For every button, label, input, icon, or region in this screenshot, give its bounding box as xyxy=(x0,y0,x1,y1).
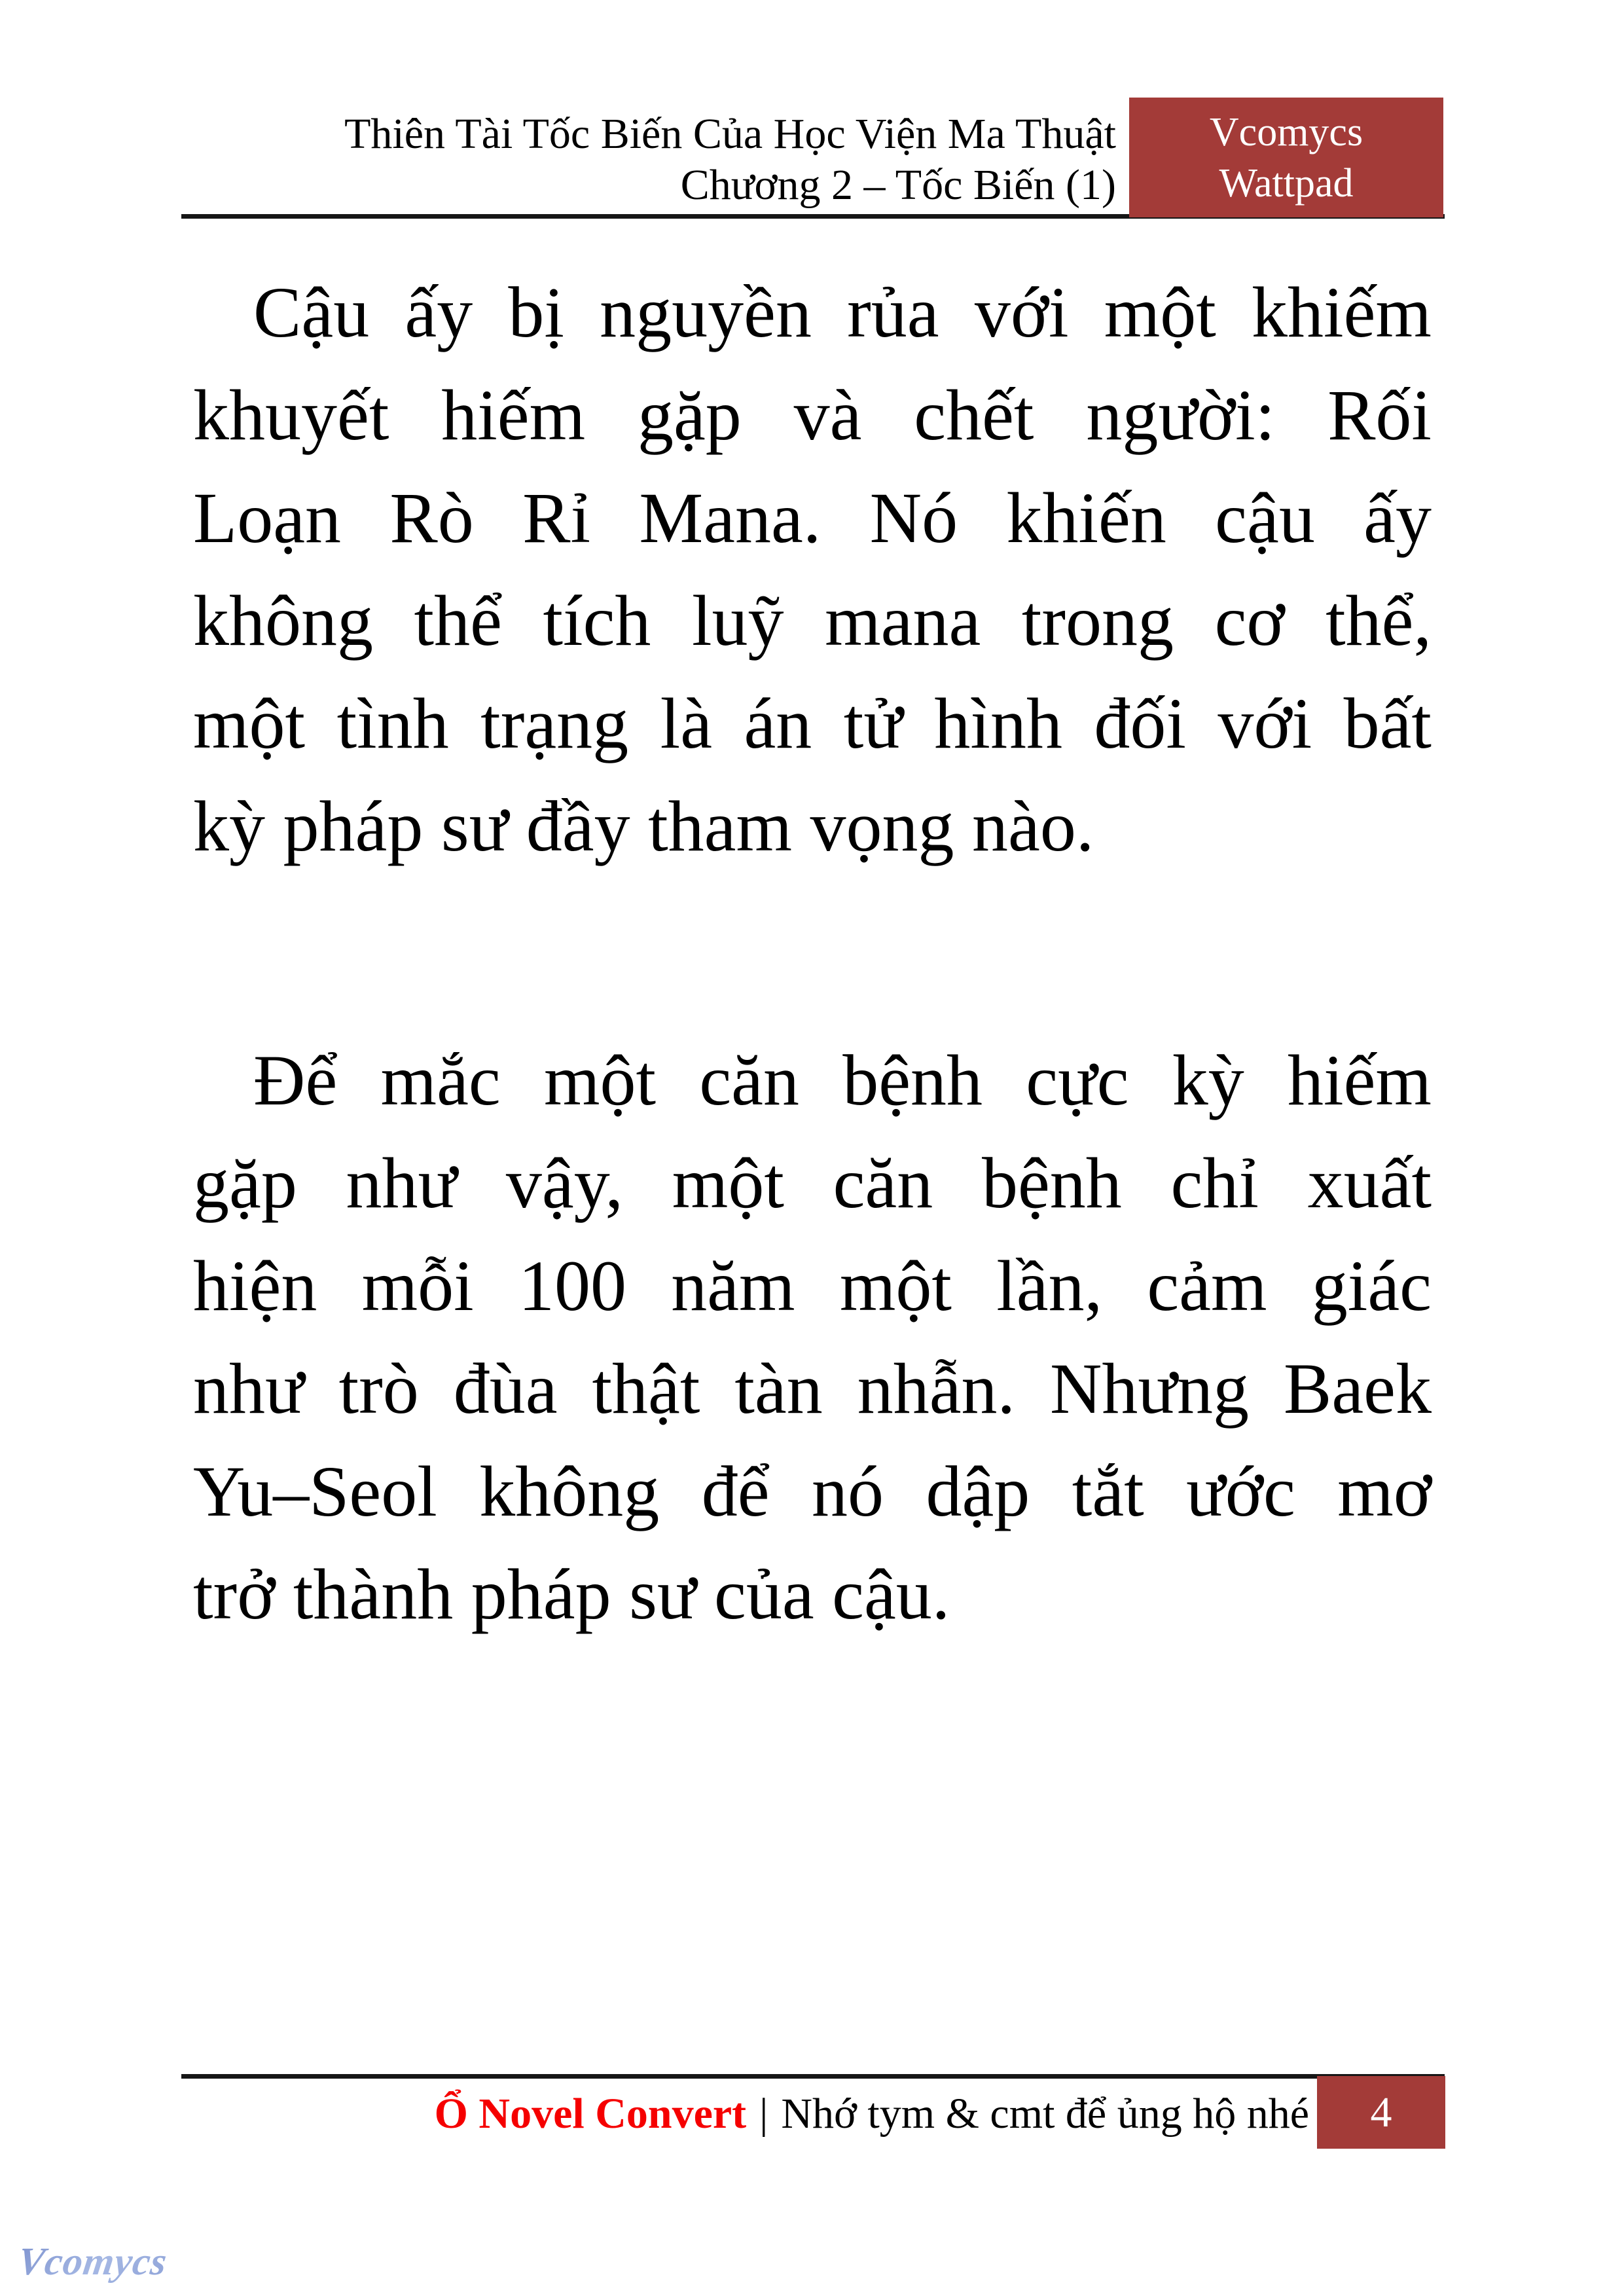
footer-note: Nhớ tym & cmt để ủng hộ nhé xyxy=(781,2090,1309,2138)
header-title-line2: Chương 2 – Tốc Biến (1) xyxy=(680,161,1116,209)
header-title-line1: Thiên Tài Tốc Biến Của Học Viện Ma Thuật xyxy=(344,110,1116,158)
footer-brand: Ổ Novel Convert xyxy=(434,2090,747,2138)
body-line: không thể tích luỹ mana trong cơ thể, xyxy=(193,581,1432,661)
footer-text xyxy=(435,2086,1309,2142)
footer-separator: | xyxy=(759,2090,768,2138)
vcomycs-watermark-logo: Vcomycs xyxy=(15,2240,170,2283)
header-title xyxy=(344,109,1116,211)
body-line: hiện mỗi 100 năm một lần, cảm giác xyxy=(193,1246,1432,1326)
page-number: 4 xyxy=(1370,2088,1392,2136)
header-badge-line2: Wattpad xyxy=(1219,160,1354,206)
body-line: trở thành pháp sư của cậu. xyxy=(193,1554,950,1634)
body-line: Cậu ấy bị nguyền rủa với một khiếm xyxy=(253,272,1432,352)
body-line: như trò đùa thật tàn nhẫn. Nhưng Baek xyxy=(193,1349,1432,1429)
body-line: một tình trạng là án tử hình đối với bất xyxy=(193,683,1432,763)
body-line: kỳ pháp sư đầy tham vọng nào. xyxy=(193,786,1094,866)
header-badge xyxy=(1129,98,1443,217)
body-line: Yu–Seol không để nó dập tắt ước mơ xyxy=(193,1451,1432,1531)
body-paragraphs xyxy=(193,261,1432,1646)
body-line: Để mắc một căn bệnh cực kỳ hiếm xyxy=(253,1040,1432,1120)
page-number-badge xyxy=(1317,2076,1445,2149)
body-line: khuyết hiếm gặp và chết người: Rối xyxy=(193,375,1432,455)
body-line: Loạn Rò Rỉ Mana. Nó khiến cậu ấy xyxy=(193,478,1432,558)
body-line: gặp như vậy, một căn bệnh chỉ xuất xyxy=(193,1143,1432,1223)
paragraph xyxy=(193,261,1432,878)
header-badge-line1: Vcomycs xyxy=(1209,109,1363,155)
footer-rule xyxy=(181,2074,1445,2079)
paragraph xyxy=(193,1029,1432,1646)
